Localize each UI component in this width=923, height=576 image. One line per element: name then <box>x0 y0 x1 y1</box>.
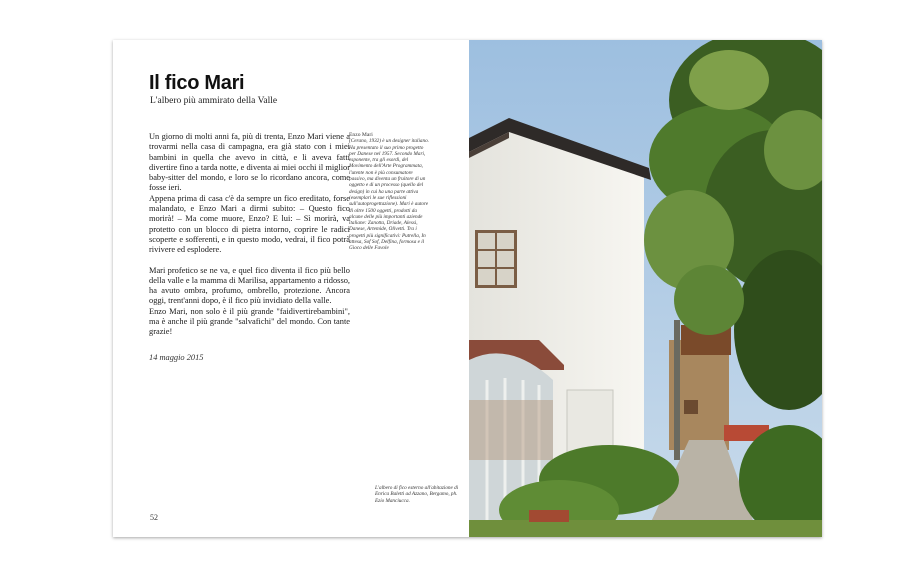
right-page-photo <box>469 40 822 537</box>
magazine-spread <box>113 40 822 537</box>
paragraph-1: Un giorno di molti anni fa, più di trenta, Enzo Mari viene a trovarmi nella casa di campagna, era già stato con i miei bambini in quella che avevo in città, e li aveva fatti divertire fino a tarda notte, e diventa ai miei occhi il miglior baby-sitter del mondo, e loro se lo ricordano ancora, come fosse ieri. <box>149 132 350 193</box>
photo-caption: L'albero di fico esterno all'abitazione di Enrica Baletti ad Azzano, Bergamo, ph. Ezio Manciucca. <box>375 485 459 504</box>
author-sidenote <box>349 132 429 252</box>
article-subtitle: L'albero più ammirato della Valle <box>150 96 278 106</box>
paragraph-4: Enzo Mari, non solo è il più grande "faidivertirebambini", ma è anche il più grande "salvafichi" del mondo. Con tante grazie! <box>149 306 350 337</box>
house-fig-tree-photo <box>469 40 822 537</box>
article-date: 14 maggio 2015 <box>149 353 204 362</box>
article-body <box>149 132 350 338</box>
paragraph-2: Appena prima di casa c'è da sempre un fico ereditato, forse malandato, e Enzo Mari a dirmi subito: – Questo fico morirà! – Ma come muore, Enzo? E lui: – Sì morirà, va protetto con un blocco di pietra intorno, coprire le radici scoperte e sofferenti, e in questo modo, vedrai, il fico potrà rivivere ed esplodere. <box>149 193 350 255</box>
left-page <box>113 40 469 537</box>
tree-trunk <box>674 320 680 460</box>
page-number: 52 <box>150 513 158 522</box>
sidenote-name: Enzo Mari <box>349 132 373 138</box>
paragraph-3: Mari profetico se ne va, e quel fico diventa il fico più bello della valle e la mamma di Marilisa, appartamento a ridosso, ha avuto ombra, profumo, ombrello, protezione. Ancora oggi, trent'anni dopo, è il fico più invidiato della valle. <box>149 265 350 306</box>
lawn <box>469 520 822 537</box>
article-title: Il fico Mari <box>149 72 245 94</box>
sidenote-text: (Cerano, 1932) è un designer italiano. Ha presentato il suo primo progetto per Danese nel 1957. Secondo Mari, esponente, tra gli esordi, del Movimento dell'Arte Programmata, l'utente non è più consumatore passivo, ma diventa un fruitore di un oggetto e di un processo (quello del design) in cui ha una parte attiva (esemplari le sue riflessioni sull'autoprogettazione). Mari è autore di oltre 1500 oggetti, prodotti da alcune delle più importanti aziende italiane: Zanotta, Driade, Alessi, Danese, Artemide, Olivetti. Tra i progetti più significativi: Putrella, In attesa, Sof Sof, Delfina, formosa e il Gioco delle Favole <box>349 138 429 252</box>
door <box>567 390 613 454</box>
